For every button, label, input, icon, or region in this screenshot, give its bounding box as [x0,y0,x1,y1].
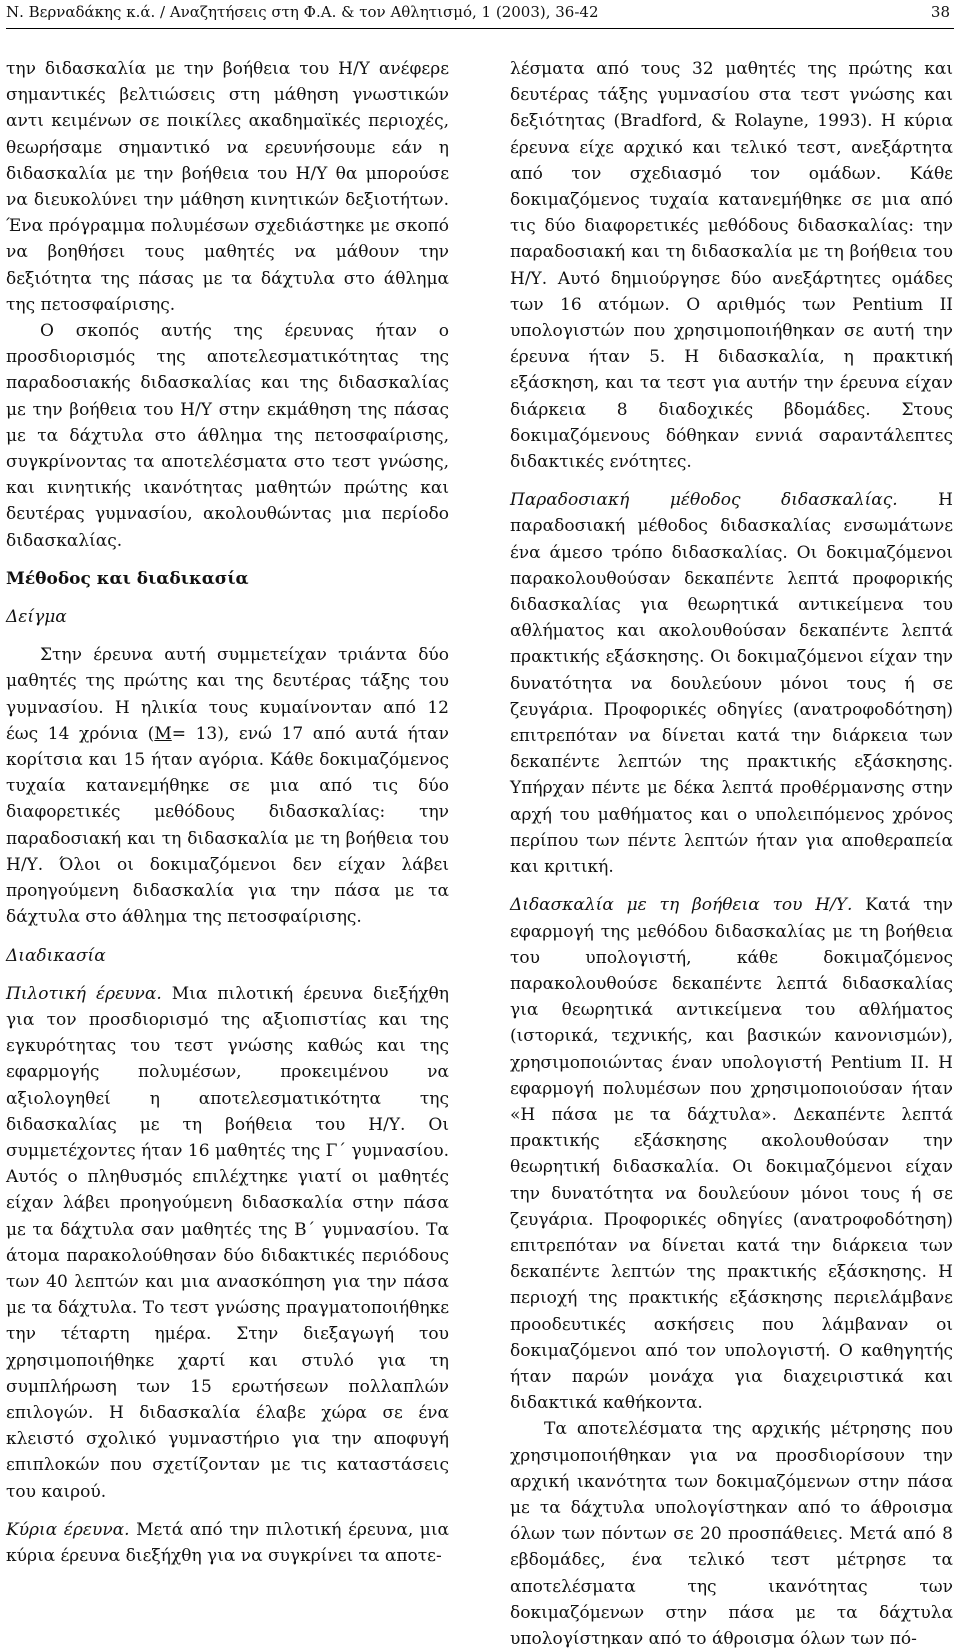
running-header [6,0,954,29]
paragraph-intro-end: την διδασκαλία με την βοήθεια του Η/Υ ανέφερε σημαντικές βελτιώσεις στη μάθηση γνωστικών αντι κειμένων σε ποικίλες ακαδημαϊκές περιοχές, θεωρήσαμε σημαντικό να ερευνήσουμε εάν η διδασκαλία με την βοήθεια του Η/Υ θα μπορούσε να διευκολύνει την μάθηση κινητικών δεξιοτήτων. Ένα πρόγραμμα πολυμέσων σχεδιάστηκε με σκοπό να βοηθήσει τους μαθητές να μάθουν την δεξιότητα της πάσας με τα δάχτυλα στο άθλημα της πετοσφαίρισης. [6,59,449,315]
header-title: Ν. Βερναδάκης κ.ά. / Αναζητήσεις στη Φ.Α. & τον Αθλητισμό, 1 (2003), 36-42 [6,3,599,21]
paragraph-results: Τα αποτελέσματα της αρχικής μέτρησης που χρησιμοποιήθηκαν για να προσδιορίσουν την αρχική ικανότητα των δοκιμαζόμενων στην πάσα με τα δάχτυλα υπολογίστηκαν από το άθροισμα όλων των πόντων σε 20 προσπάθειες. Μετά από 8 εβδομάδες, ένα τελικό τεστ μέτρησε τα αποτελέσματα της ικανότητας των δοκιμαζόμενων στην πάσα με τα δάχτυλα υπολογίστηκαν από το άθροισμα όλων των πό- [510,1419,953,1649]
subheading-procedure: Διαδικασία [6,945,106,966]
right-column [510,56,953,1652]
pilot-label: Πιλοτική έρευνα. [6,983,162,1004]
computer-label: Διδασκαλία με τη βοήθεια του Η/Υ. [510,895,853,916]
computer-text: Κατά την εφαρμογή της μεθόδου διδασκαλίας με τη βοήθεια του υπολογιστή, κάθε δοκιμαζόμενος παρακολουθούσε δεκαπέντε λεπτά διδασκαλίας για θεωρητικά αντικείμενα του αθλήματος (ιστορικά, τεχνικής, και βασικών κανονισμών), χρησιμοποιώντας έναν υπολογιστή Pentium II. Η εφαρμογή πολυμέσων που χρησιμοποιούσαν ήταν «Η πάσα με τα δάχτυλα». Δεκαπέντε λεπτά πρακτικής εξάσκησης ακολουθούσαν την θεωρητική διδασκαλία. Οι δοκιμαζόμενοι είχαν την δυνατότητα να δουλεύουν μόνοι τους ή σε ζευγάρια. Προφορικές οδηγίες (ανατροφοδότηση) επιτρεπόταν να δίνεται κατά την διάρκεια των δεκαπέντε λεπτών της πρακτικής εξάσκησης. Η περιοχή της πρακτικής εξάσκησης περιελάμβανε προοδευτικές ασκήσεις που λάμβαναν οι δοκιμαζόμενοι από τον υπολογιστή. Ο καθηγητής ήταν παρών μονάχα για διαχειριστικά και διδακτικά καθήκοντα. [510,895,954,1414]
paragraph-purpose: Ο σκοπός αυτής της έρευνας ήταν ο προσδιορισμός της αποτελεσματικότητας της παραδοσιακής διδασκαλίας και της διδασκαλίας με την βοήθεια του Η/Υ στην εκμάθηση της πάσας με τα δάχτυλα στο άθλημα της πετοσφαίρισης, συγκρίνοντας τα αποτελέσματα στο τεστ γνώσης, και κινητικής ικανότητας μαθητών πρώτης και δευτέρας γυμνασίου, ακολουθώντας μια περίοδο διδασκαλίας. [6,321,449,551]
paragraph-sample [6,642,449,930]
pilot-text: Μια πιλοτική έρευνα διεξήχθη για τον προσδιορισμό της αξιοπιστίας και της εγκυρότητας του τεστ γνώσης καθώς και της εφαρμογής πολυμέσων, προκειμένου να αξιολογηθεί η αποτελεσματικότητα της διδασκαλίας με τη βοήθεια του Η/Υ. Οι συμμετέχοντες ήταν 16 μαθητές της Γ΄ γυμνασίου. Αυτός ο πληθυσμός επιλέχτηκε γιατί οι μαθητές είχαν λάβει προηγούμενη διδασκαλία στην πάσα με τα δάχτυλα σαν μαθητές της Β΄ γυμνασίου. Τα άτομα παρακολούθησαν δύο διδακτικές περιόδους των 40 λεπτών και μια ανασκόπηση για την πάσα με τα δάχτυλα. Το τεστ γνώσης πραγματοποιήθηκε την τέταρτη ημέρα. Στην διεξαγωγή του χρησιμοποιήθηκε χαρτί και στυλό για τη συμπλήρωση των 15 ερωτήσεων πολλαπλών επιλογών. Η διδασκαλία έλαβε χώρα σε ένα κλειστό σχολικό γυμναστήριο για την αποφυγή επιπλοκών που σχετίζονταν με τις καταστάσεις του καιρού. [6,983,449,1502]
traditional-label: Παραδοσιακή μέθοδος διδασκαλίας. [510,490,898,511]
main-study-label: Κύρια έρευνα. [6,1519,130,1540]
paragraph-pilot [6,981,449,1505]
sample-text-a: Στην έρευνα αυτή συμμετείχαν τριάντα δύο μαθητές της πρώτης και της δευτέρας τάξης του γυμνασίου. Η ηλικία τους κυμαίνονταν από 12 έως 14 χρόνια ( [6,645,449,744]
sample-text-b: = 13), ενώ 17 από αυτά ήταν κορίτσια και 15 ήταν αγόρια. Κάθε δοκιμαζόμενος τυχαία κατανεμήθηκε σε μια από τις δύο διαφορετικές μεθόδους διδασκαλίας: την παραδοσιακή και τη διδασκαλία με τη βοήθεια του Η/Υ. Όλοι οι δοκιμαζόμενοι δεν είχαν λάβει προηγούμενη διδασκαλία για την πάσα με τα δάχτυλα στο άθλημα της πετοσφαίρισης. [6,723,449,928]
mean-symbol: M [154,723,172,744]
main-study-text: Μετά από την πιλοτική έρευνα, μια κύρια έρευνα διεξήχθη για να συγκρίνει τα αποτε- [6,1519,449,1566]
paragraph-main-study-cont: λέσματα από τους 32 μαθητές της πρώτης και δευτέρας τάξης γυμνασίου στα τεστ γνώσης και δεξιότητας (Bradford, & Rolayne, 1993). Η κύρια έρευνα είχε αρχικό και τελικό τεστ, ανεξάρτητα από τον σχεδιασμό τον ομάδων. Κάθε δοκιμαζόμενος τυχαία κατανεμήθηκε σε μια από τις δύο διαφορετικές μεθόδους διδασκαλίας: την παραδοσιακή και τη διδασκαλία με τη βοήθεια του Η/Υ. Αυτό δημιούργησε δύο ανεξάρτητες ομάδες των 16 ατόμων. Ο αριθμός των Pentium II υπολογιστών που χρησιμοποιήθηκαν σε αυτή την έρευνα ήταν 5. Η διδασκαλία, η πρακτική εξάσκηση, και τα τεστ για αυτήν την έρευνα είχαν διάρκεια 8 διαδοχικές βδομάδες. Στους δοκιμαζόμενους δόθηκαν εννιά σαραντάλεπτες διδακτικές ενότητες. [510,59,953,473]
paragraph-computer [510,892,953,1416]
paragraph-main-study [6,1517,449,1569]
left-column [6,56,449,1569]
subheading-sample: Δείγμα [6,607,67,628]
section-heading-method: Μέθοδος και διαδικασία [6,568,249,589]
page-number: 38 [930,3,950,21]
traditional-text: Η παραδοσιακή μέθοδος διδασκαλίας ενσωμάτωνε ένα άμεσο τρόπο διδασκαλίας. Οι δοκιμαζόμενοι παρακολουθούσαν δεκαπέντε λεπτά προφορικής διδασκαλίας για θεωρητικά αντικείμενα του αθλήματος και ακολουθούσαν δεκαπέντε λεπτά πρακτικής εξάσκησης. Οι δοκιμαζόμενοι είχαν την δυνατότητα να δουλεύουν μόνοι τους ή σε ζευγάρια. Προφορικές οδηγίες (ανατροφοδότηση) επιτρεπόταν να δίνεται κατά την διάρκεια των δεκαπέντε λεπτών της πρακτικής εξάσκησης. Υπήρχαν πέντε με δέκα λεπτά προθέρμανσης στην αρχή του μαθήματος και ο υπολειπόμενος χρόνος περίπου των πέντε λεπτών ήταν για αποθεραπεία και κριτική. [510,490,953,878]
paragraph-traditional [510,487,953,880]
